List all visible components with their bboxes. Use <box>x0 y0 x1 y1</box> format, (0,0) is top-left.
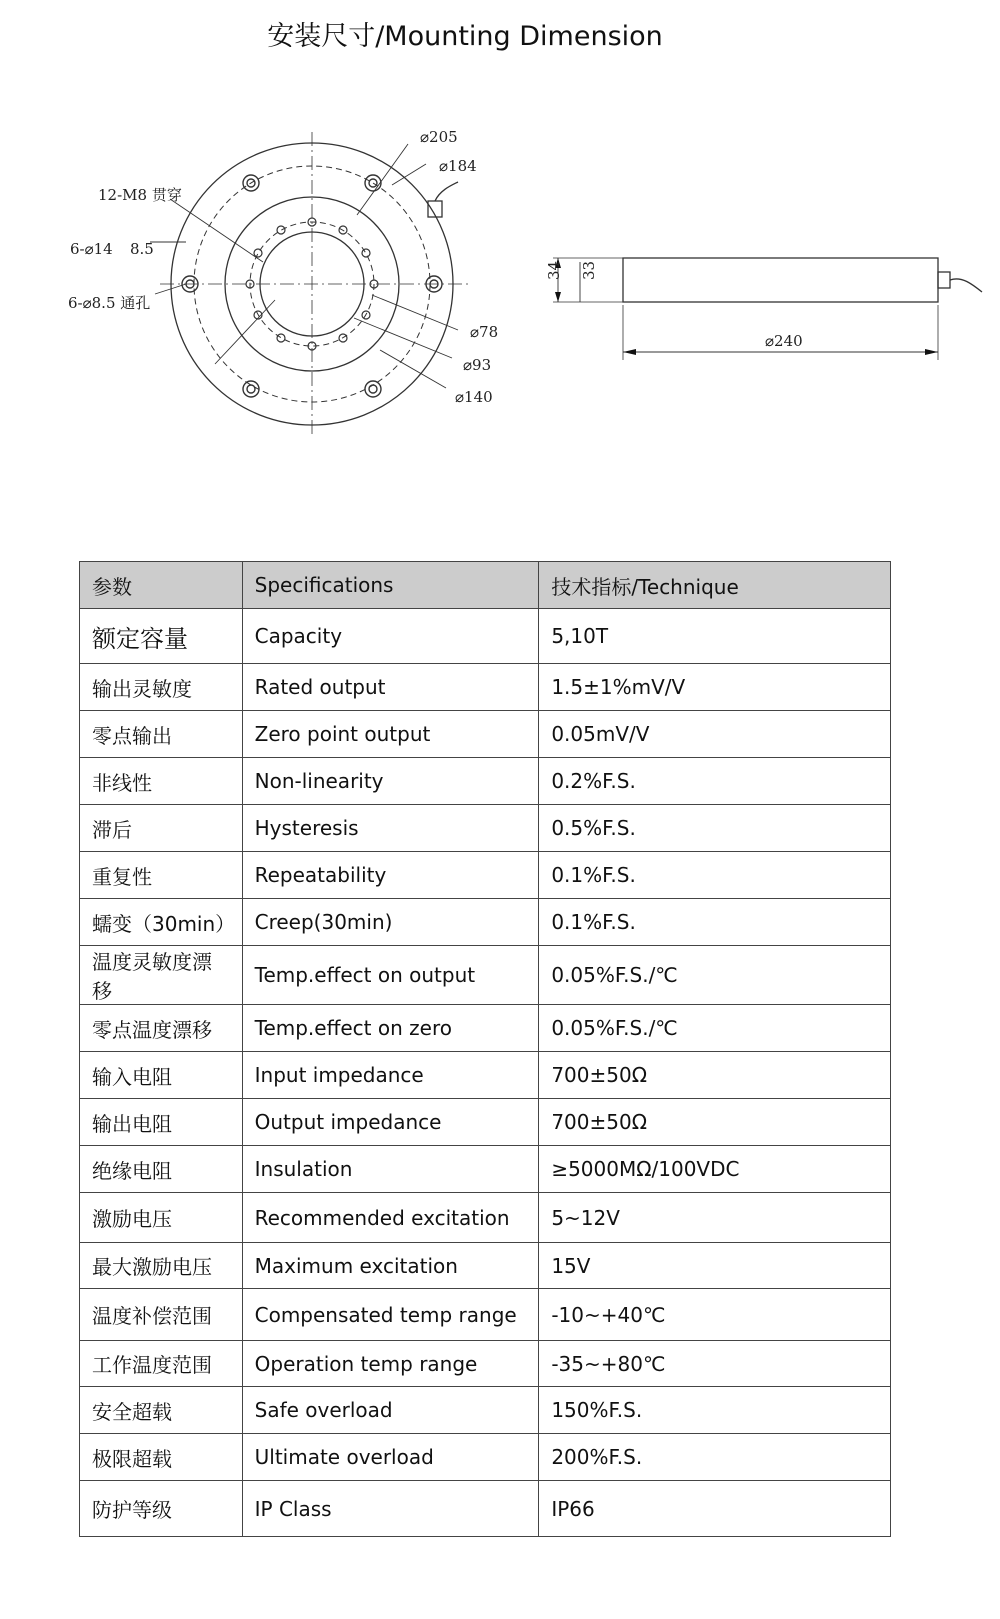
param-cell: 极限超载 <box>80 1434 243 1481</box>
table-row <box>80 899 891 946</box>
param-cell: 绝缘电阻 <box>80 1146 243 1193</box>
value-cell: 700±50Ω <box>539 1052 891 1099</box>
param-cell: 蠕变（30min） <box>80 899 243 946</box>
table-row <box>80 1341 891 1387</box>
value-cell: IP66 <box>539 1481 891 1537</box>
value-cell: 200%F.S. <box>539 1434 891 1481</box>
table-row <box>80 1052 891 1099</box>
value-cell: 700±50Ω <box>539 1099 891 1146</box>
value-cell: 0.1%F.S. <box>539 852 891 899</box>
value-cell: 0.05%F.S./℃ <box>539 1005 891 1052</box>
param-cell: 重复性 <box>80 852 243 899</box>
value-cell: -10~+40℃ <box>539 1289 891 1341</box>
label-d78: ⌀78 <box>470 323 499 341</box>
value-cell: 0.5%F.S. <box>539 805 891 852</box>
spec-cell: Temp.effect on zero <box>242 1005 539 1052</box>
table-row <box>80 711 891 758</box>
page-title: 安装尺寸/Mounting Dimension <box>267 21 663 52</box>
value-cell: -35~+80℃ <box>539 1341 891 1387</box>
value-cell: 0.05%F.S./℃ <box>539 946 891 1005</box>
label-12m8: 12-M8 贯穿 <box>98 186 182 204</box>
table-row <box>80 609 891 664</box>
spec-cell: IP Class <box>242 1481 539 1537</box>
value-cell: 5,10T <box>539 609 891 664</box>
table-row <box>80 664 891 711</box>
label-6d85: 6-⌀8.5 通孔 <box>68 294 151 312</box>
header-param: 参数 <box>80 562 243 609</box>
side-body <box>623 258 938 302</box>
spec-table <box>79 561 891 1537</box>
label-d184: ⌀184 <box>439 157 477 175</box>
param-cell: 激励电压 <box>80 1193 243 1243</box>
param-cell: 零点输出 <box>80 711 243 758</box>
spec-cell: Recommended excitation <box>242 1193 539 1243</box>
value-cell: 0.05mV/V <box>539 711 891 758</box>
spec-cell: Temp.effect on output <box>242 946 539 1005</box>
table-row <box>80 758 891 805</box>
spec-cell: Compensated temp range <box>242 1289 539 1341</box>
spec-cell: Non-linearity <box>242 758 539 805</box>
value-cell: 1.5±1%mV/V <box>539 664 891 711</box>
label-6d14: 6-⌀14 <box>70 240 113 258</box>
table-row <box>80 852 891 899</box>
param-cell: 温度灵敏度漂移 <box>80 946 243 1005</box>
spec-cell: Hysteresis <box>242 805 539 852</box>
spec-cell: Rated output <box>242 664 539 711</box>
param-cell: 输出灵敏度 <box>80 664 243 711</box>
param-cell: 滞后 <box>80 805 243 852</box>
label-d205: ⌀205 <box>420 128 458 146</box>
value-cell: 5~12V <box>539 1193 891 1243</box>
param-cell: 零点温度漂移 <box>80 1005 243 1052</box>
spec-cell: Insulation <box>242 1146 539 1193</box>
spec-cell: Input impedance <box>242 1052 539 1099</box>
value-cell: 150%F.S. <box>539 1387 891 1434</box>
table-row <box>80 1005 891 1052</box>
label-d140: ⌀140 <box>455 388 493 406</box>
label-85: 8.5 <box>130 240 154 258</box>
table-row <box>80 1387 891 1434</box>
label-h33: 33 <box>580 260 598 280</box>
param-cell: 输入电阻 <box>80 1052 243 1099</box>
param-cell: 工作温度范围 <box>80 1341 243 1387</box>
table-row <box>80 1289 891 1341</box>
spec-cell: Creep(30min) <box>242 899 539 946</box>
table-row <box>80 946 891 1005</box>
spec-cell: Safe overload <box>242 1387 539 1434</box>
spec-cell: Capacity <box>242 609 539 664</box>
value-cell: 15V <box>539 1243 891 1289</box>
value-cell: 0.1%F.S. <box>539 899 891 946</box>
label-d93: ⌀93 <box>463 356 492 374</box>
spec-cell: Zero point output <box>242 711 539 758</box>
spec-cell: Output impedance <box>242 1099 539 1146</box>
mounting-drawing <box>0 0 1000 470</box>
spec-cell: Maximum excitation <box>242 1243 539 1289</box>
param-cell: 最大激励电压 <box>80 1243 243 1289</box>
table-row <box>80 1243 891 1289</box>
table-row <box>80 805 891 852</box>
spec-cell: Ultimate overload <box>242 1434 539 1481</box>
label-h34: 34 <box>545 260 563 280</box>
table-row <box>80 1146 891 1193</box>
table-row <box>80 1099 891 1146</box>
spec-cell: Operation temp range <box>242 1341 539 1387</box>
table-row <box>80 1434 891 1481</box>
spec-cell: Repeatability <box>242 852 539 899</box>
header-technique: 技术指标/Technique <box>539 562 891 609</box>
param-cell: 温度补偿范围 <box>80 1289 243 1341</box>
param-cell: 输出电阻 <box>80 1099 243 1146</box>
header-spec: Specifications <box>242 562 539 609</box>
param-cell: 额定容量 <box>80 609 243 664</box>
param-cell: 防护等级 <box>80 1481 243 1537</box>
table-row <box>80 1481 891 1537</box>
param-cell: 非线性 <box>80 758 243 805</box>
param-cell: 安全超载 <box>80 1387 243 1434</box>
table-row <box>80 1193 891 1243</box>
table-header-row <box>80 562 891 609</box>
value-cell: 0.2%F.S. <box>539 758 891 805</box>
value-cell: ≥5000MΩ/100VDC <box>539 1146 891 1193</box>
label-d240: ⌀240 <box>765 332 803 350</box>
